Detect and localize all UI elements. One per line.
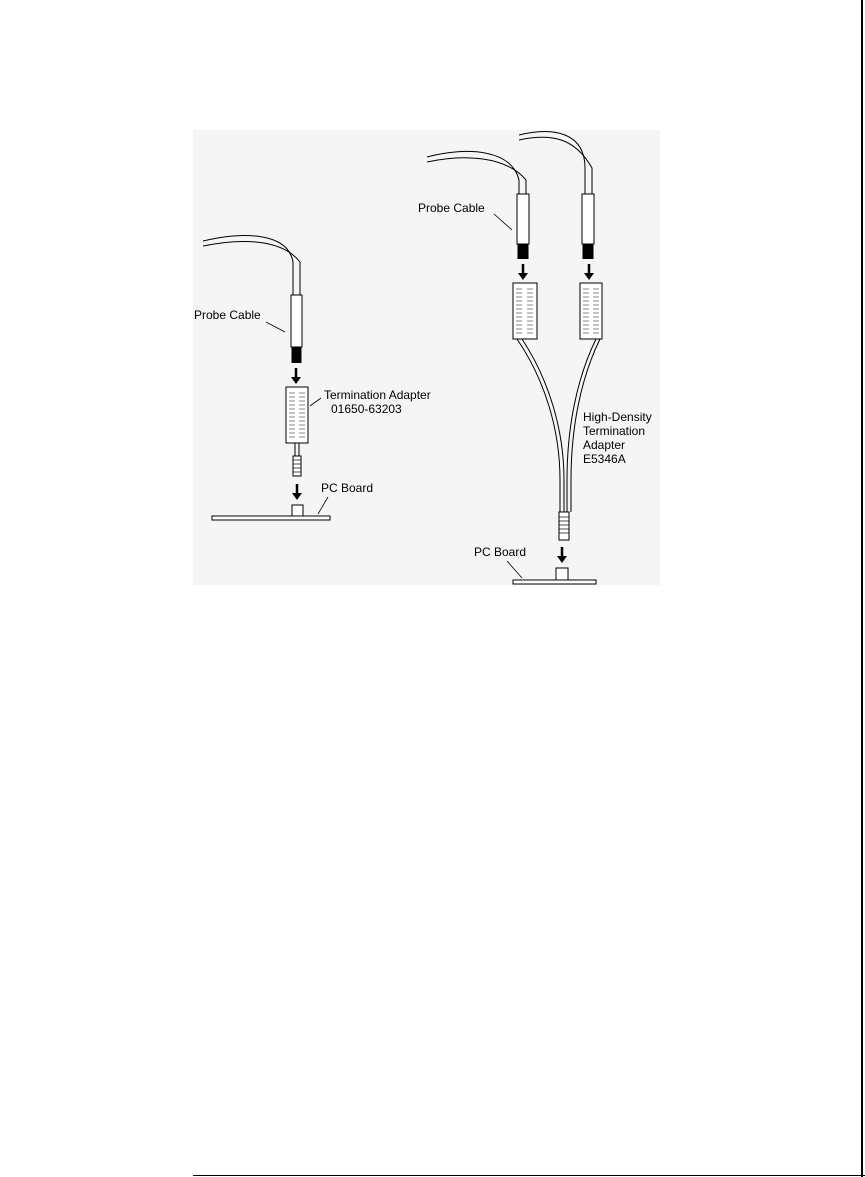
left-adapter-label-line1: Termination Adapter [324, 388, 431, 402]
left-probe-tip [292, 347, 302, 363]
right-probe-cable-label: Probe Cable [418, 201, 485, 215]
right-adapter-connector [559, 512, 569, 540]
left-probe-body [291, 295, 302, 347]
right-probe-1-body [517, 194, 529, 244]
right-probe-2-tip [583, 244, 594, 259]
right-adapter-label-line2: Termination [583, 424, 646, 438]
right-probe-2-body [582, 194, 594, 244]
right-adapter-label-line3: Adapter [583, 438, 626, 452]
right-adapter-housing-2 [580, 283, 602, 339]
right-adapter-label-line1: High-Density [583, 410, 652, 424]
right-probe-1-tip [518, 244, 529, 259]
right-adapter-label-line4: E5346A [583, 452, 626, 466]
right-adapter-housing-1 [513, 283, 537, 339]
left-pc-board-label: PC Board [321, 481, 374, 495]
left-adapter-label-line2: 01650-63203 [331, 402, 402, 416]
left-probe-cable-label: Probe Cable [194, 308, 261, 322]
right-pc-board-label: PC Board [474, 545, 527, 559]
